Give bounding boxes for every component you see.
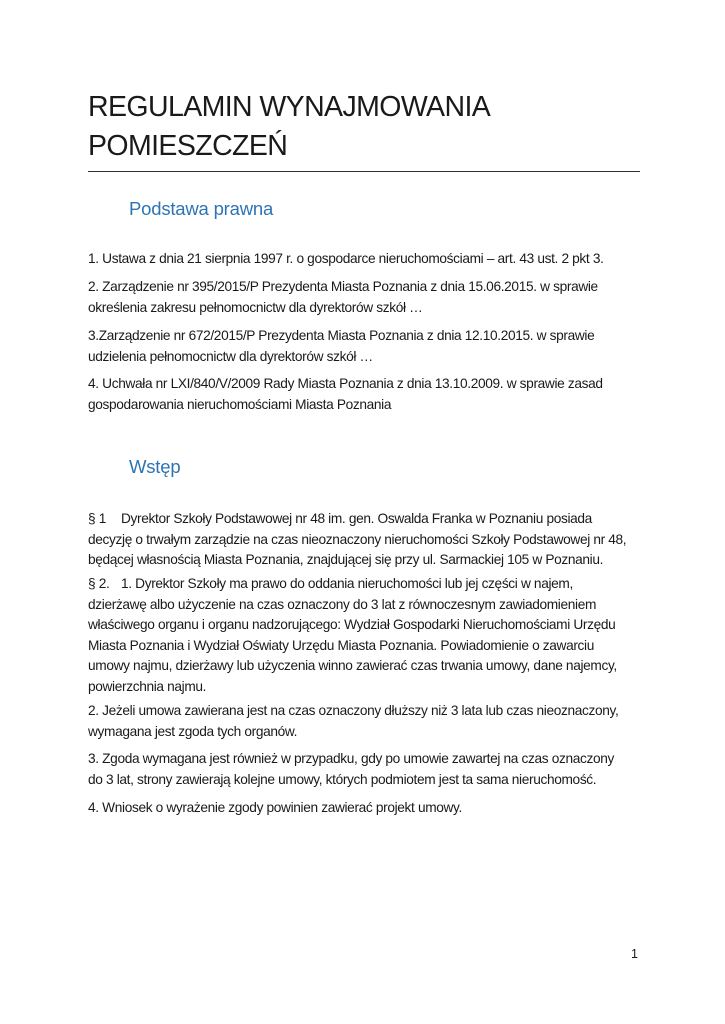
document-title [88, 88, 640, 172]
section-mark: § 1 [88, 511, 106, 526]
text-line: dzierżawę albo użyczenie na czas oznaczony do 3 lat z równoczesnym zawiadomieniem [88, 596, 597, 612]
text-line: gospodarowania nieruchomościami Miasta Poznania [88, 396, 392, 412]
legal-basis-item-2 [88, 277, 640, 318]
text-line: właściwego organu i organu nadzorującego: Wydział Gospodarki Nieruchomościami Urzędu [88, 617, 616, 632]
paragraph-5 [88, 798, 640, 819]
text-line: 3.Zarządzenie nr 672/2015/P Prezydenta Miasta Poznania z dnia 12.10.2015. w sprawie [88, 328, 595, 343]
title-block [88, 88, 640, 172]
text-line: 3. Zgoda wymagana jest również w przypadku, gdy po umowie zawartej na czas oznaczony [88, 751, 614, 766]
text-line: do 3 lat, strony zawierają kolejne umowy, których podmiotem jest ta sama nieruchomość. [88, 771, 597, 787]
heading-wstep: Wstęp [129, 456, 181, 477]
section-mark: § 2. [88, 576, 110, 591]
text-line: określenia zakresu pełnomocnictw dla dyrektorów szkół … [88, 299, 423, 315]
text-line: będącej własnością Miasta Poznania, znajdującej się przy ul. Sarmackiej 105 w Poznaniu. [88, 552, 604, 567]
text-line: umowy najmu, dzierżawy lub użyczenia winno zawierać czas trwania umowy, dane najemcy, [88, 658, 617, 673]
text-line: 1. Ustawa z dnia 21 sierpnia 1997 r. o gospodarce nieruchomościami – art. 43 ust. 2 pkt 3. [88, 251, 604, 266]
text-line: 4. Wniosek o wyrażenie zgody powinien zawierać projekt umowy. [88, 800, 462, 815]
title-line-2: POMIESZCZEŃ [88, 130, 288, 162]
text-line: 1. Dyrektor Szkoły ma prawo do oddania nieruchomości lub jej części w najem, [121, 576, 573, 591]
text-line: wymagana jest zgoda tych organów. [88, 723, 298, 739]
text-line: Dyrektor Szkoły Podstawowej nr 48 im. gen. Oswalda Franka w Poznaniu posiada [121, 511, 592, 526]
text-line: udzielenia pełnomocnictw dla dyrektorów szkół … [88, 348, 373, 364]
text-line: 2. Zarządzenie nr 395/2015/P Prezydenta Miasta Poznania z dnia 15.06.2015. w sprawie [88, 279, 598, 294]
paragraph-4 [88, 749, 640, 790]
legal-basis-item-4 [88, 374, 640, 415]
paragraph-3 [88, 701, 640, 742]
text-line: powierzchnia najmu. [88, 678, 207, 694]
paragraph-2 [88, 574, 640, 697]
legal-basis-item-3 [88, 326, 640, 367]
title-line-1: REGULAMIN WYNAJMOWANIA [88, 91, 491, 123]
text-line: decyzję o trwałym zarządzie na czas nieoznaczony nieruchomości Szkoły Podstawowej nr 48, [88, 531, 627, 547]
text-line: 4. Uchwała nr LXI/840/V/2009 Rady Miasta Poznania z dnia 13.10.2009. w sprawie zasad [88, 376, 603, 391]
paragraph-1 [88, 509, 640, 571]
text-line: 2. Jeżeli umowa zawierana jest na czas oznaczony dłuższy niż 3 lata lub czas nieoznaczony, [88, 703, 619, 718]
page-number: 1 [631, 947, 638, 961]
heading-podstawa-prawna: Podstawa prawna [129, 198, 274, 219]
text-line: Miasta Poznania i Wydział Oświaty Urzędu Miasta Poznania. Powiadomienie o zawarciu [88, 637, 594, 653]
legal-basis-item-1 [88, 249, 640, 270]
